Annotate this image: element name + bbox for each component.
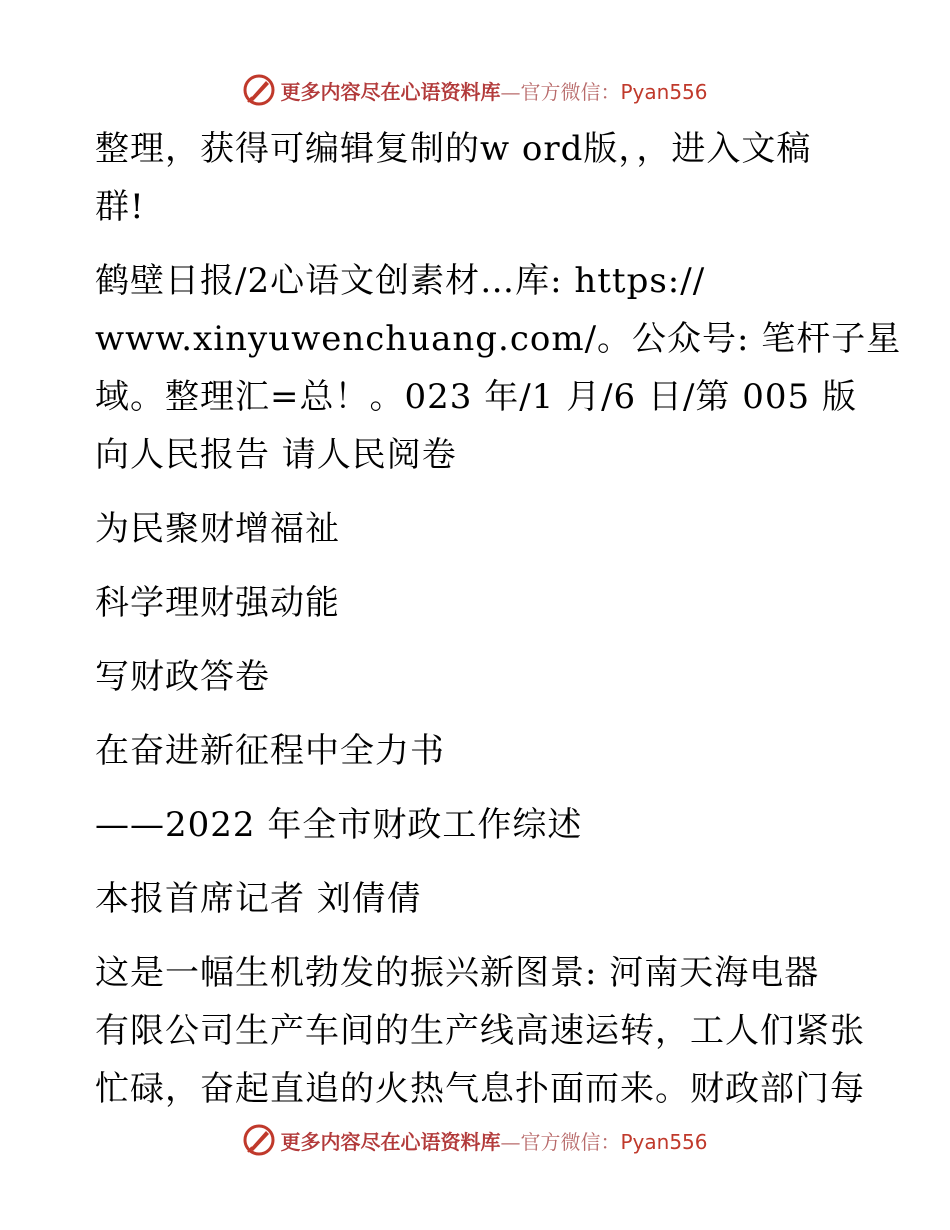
paragraph-line: 鹤壁日报/2心语文创素材…库: https:// xyxy=(95,261,706,301)
paragraph-line: 群! xyxy=(95,187,145,227)
banner-text: 更多内容尽在心语资料库—官方微信：Pyan556 xyxy=(280,79,708,104)
paragraph-line: 域。整理汇=总！。023 年/1 月/6 日/第 005 版 xyxy=(95,377,857,417)
paragraph-line: www.xinyuwenchuang.com/。公众号: 笔杆子星 xyxy=(95,319,902,359)
subtitle-line: ——2022 年全市财政工作综述 xyxy=(95,805,583,845)
heading-line: 写财政答卷 xyxy=(95,657,270,697)
quill-pen-logo-icon xyxy=(242,1123,276,1157)
heading-line: 为民聚财增福祉 xyxy=(95,509,340,549)
quill-pen-logo-icon xyxy=(242,73,276,107)
paragraph-line: 这是一幅生机勃发的振兴新图景: 河南天海电器 xyxy=(95,953,820,993)
paragraph-line: 忙碌，奋起直追的火热气息扑面而来。财政部门每 xyxy=(95,1069,865,1109)
header-banner xyxy=(0,70,950,110)
paragraph-line: 有限公司生产车间的生产线高速运转，工人们紧张 xyxy=(95,1011,865,1051)
paragraph-line: 向人民报告 请人民阅卷 xyxy=(95,435,457,475)
heading-line: 在奋进新征程中全力书 xyxy=(95,731,445,771)
heading-line: 科学理财强动能 xyxy=(95,583,340,623)
banner-text: 更多内容尽在心语资料库—官方微信：Pyan556 xyxy=(280,1129,708,1154)
paragraph-line: 整理，获得可编辑复制的w ord版，，进入文稿 xyxy=(95,129,812,169)
byline: 本报首席记者 刘倩倩 xyxy=(95,879,422,919)
footer-banner xyxy=(0,1120,950,1160)
document-body xyxy=(95,120,902,1118)
